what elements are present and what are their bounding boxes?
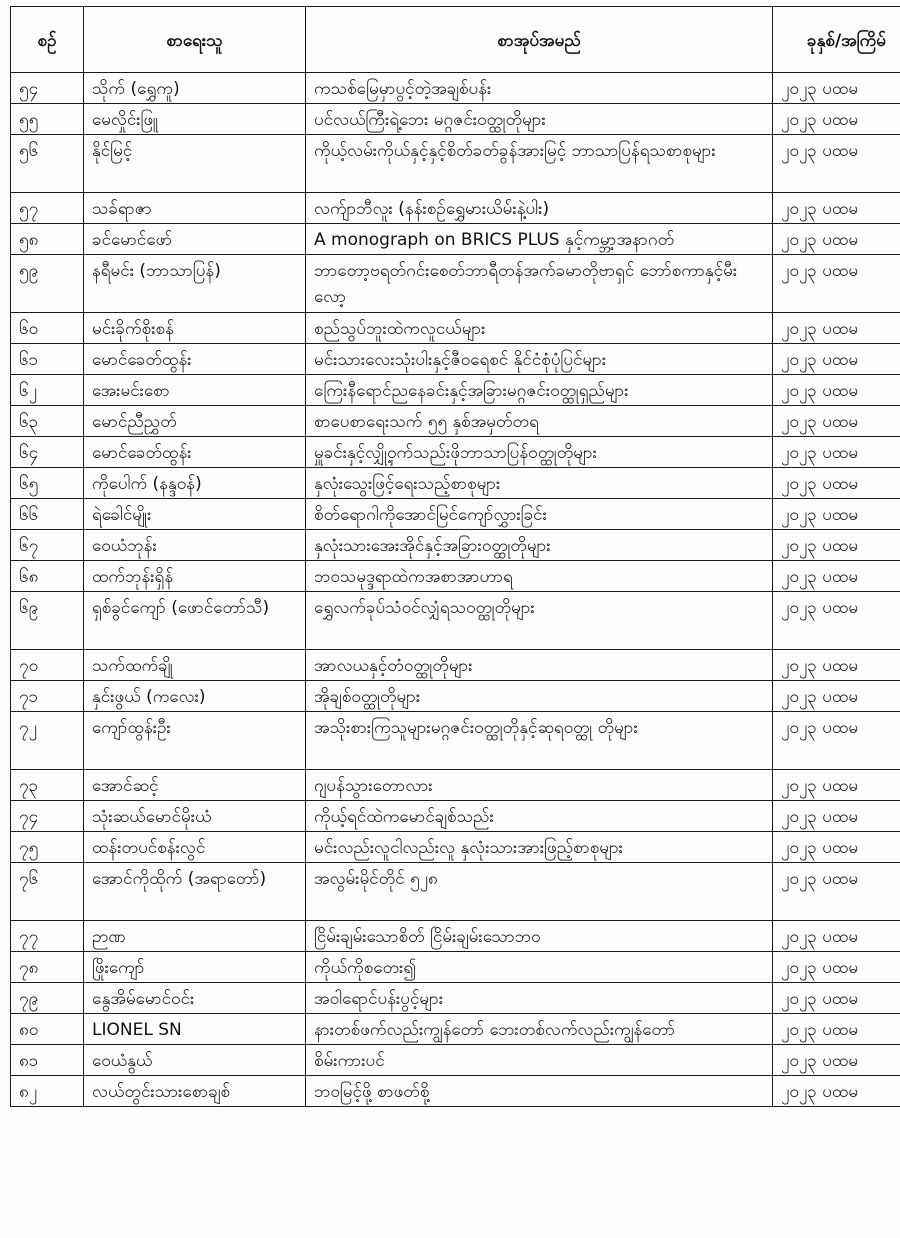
row-edition: ၂၀၂၃ ပထမ [773,313,900,344]
table-row [11,712,900,770]
row-edition: ၂၀၂၃ ပထမ [773,681,900,712]
table-row [11,1076,900,1107]
row-author: ဝေယံဘုန်း [84,530,306,561]
row-number: ၇၇ [11,921,84,952]
table-row [11,1045,900,1076]
row-title: ငြိမ်းချမ်းသောစိတ် ငြိမ်းချမ်းသောဘဝ [306,921,773,952]
row-author: ထက်ဘုန်းရှိန် [84,561,306,592]
row-author: LIONEL SN [84,1014,306,1045]
row-number: ၆၆ [11,499,84,530]
table-row [11,801,900,832]
table-row [11,344,900,375]
header-row [11,7,900,73]
row-title: နားတစ်ဖက်လည်းကျွန်တော် ဘေးတစ်လက်လည်းကျွန်တော် [306,1014,773,1045]
row-number: ၅၆ [11,135,84,193]
row-author: နိုင်မြင့် [84,135,306,193]
table-row [11,375,900,406]
row-title: အိုချစ်ဝတ္ထုတိုများ [306,681,773,712]
header-edition: ခုနှစ်/အကြိမ် [773,7,900,73]
table-row [11,135,900,193]
row-number: ၇၂ [11,712,84,770]
row-edition: ၂၀၂၃ ပထမ [773,344,900,375]
row-edition: ၂၀၂၃ ပထမ [773,255,900,313]
row-number: ၇၁ [11,681,84,712]
row-number: ၆၄ [11,437,84,468]
row-title: ဘာတော့ဗရတ်ဂင်းစေတ်ဘာရီတန်အက်ခမာတိုဗာရှင် ဘော်စကာနှင့်မီးလော့ [306,255,773,313]
row-number: ၅၅ [11,104,84,135]
header-number: စဉ် [11,7,84,73]
row-number: ၆၈ [11,561,84,592]
table-row [11,681,900,712]
row-edition: ၂၀၂၃ ပထမ [773,983,900,1014]
row-author: သက်ထက်ချို [84,650,306,681]
row-author: မောင်ခေတ်ထွန်း [84,437,306,468]
row-title: နှလုံးသားအေးအိုင်နှင့်အခြားဝတ္ထုတိုများ [306,530,773,561]
row-author: မေလှိုင်းဖြူ [84,104,306,135]
table-row [11,770,900,801]
row-title: ဂျပန်သွားတောလား [306,770,773,801]
table-body [11,73,900,1107]
row-title: စိတ်ရောဂါကိုအောင်မြင်ကျော်လွှားခြင်း [306,499,773,530]
row-title: စိမ်းကားပင် [306,1045,773,1076]
table-row [11,104,900,135]
table-row [11,561,900,592]
row-edition: ၂၀၂၃ ပထမ [773,561,900,592]
row-edition: ၂၀၂၃ ပထမ [773,863,900,921]
row-edition: ၂၀၂၃ ပထမ [773,1045,900,1076]
table-row [11,437,900,468]
table-row [11,832,900,863]
table-row [11,983,900,1014]
row-number: ၇၉ [11,983,84,1014]
row-author: ခင်မောင်ဖော် [84,224,306,255]
table-row [11,952,900,983]
row-author: သိုက် (ရွှေကူ) [84,73,306,104]
row-edition: ၂၀၂၃ ပထမ [773,712,900,770]
table-row [11,406,900,437]
book-list-table [10,6,900,1107]
row-title: စာပေစာရေးသက် ၅၅ နှစ်အမှတ်တရ [306,406,773,437]
row-title: လက်ျာဘီလူး (နန်းစဉ်ရွှေမားယိမ်းနဲ့ပါး) [306,193,773,224]
row-author: နှင်းဖွယ် (ကလေး) [84,681,306,712]
table-row [11,530,900,561]
row-number: ၆၇ [11,530,84,561]
row-number: ၆၁ [11,344,84,375]
header-title: စာအုပ်အမည် [306,7,773,73]
row-author: သခ်ရာဇာ [84,193,306,224]
row-author: မင်းခိုက်စိုးစန် [84,313,306,344]
row-number: ၈၀ [11,1014,84,1045]
row-author: အေးမင်းစော [84,375,306,406]
table-row [11,193,900,224]
row-title: ကိုယ့်ရင်ထဲကမောင်ချစ်သည်း [306,801,773,832]
row-number: ၆၃ [11,406,84,437]
row-edition: ၂၀၂၃ ပထမ [773,592,900,650]
table-row [11,1014,900,1045]
row-title: မင်းသားလေးသုံးပါးနှင့်ဇီဝရေစင် နိုင်ငံစုံပုံပြင်များ [306,344,773,375]
row-number: ၆၀ [11,313,84,344]
row-title: မှူခင်းနှင့်လျှို့ဝှက်သည်းဖိုဘာသာပြန်ဝတ္ထုတိုများ [306,437,773,468]
header-author: စာရေးသူ [84,7,306,73]
row-edition: ၂၀၂၃ ပထမ [773,770,900,801]
row-author: ထန်းတပင်စန်းလွင် [84,832,306,863]
table-row [11,863,900,921]
row-edition: ၂၀၂၃ ပထမ [773,224,900,255]
table-row [11,224,900,255]
row-number: ၅၈ [11,224,84,255]
row-number: ၇၆ [11,863,84,921]
row-author: ရဲခေါင်မျိုး [84,499,306,530]
row-edition: ၂၀၂၃ ပထမ [773,952,900,983]
row-title: အဝါရောင်ပန်းပွင့်များ [306,983,773,1014]
row-edition: ၂၀၂၃ ပထမ [773,135,900,193]
row-number: ၆၅ [11,468,84,499]
row-author: ကျော်ထွန်းဦး [84,712,306,770]
row-number: ၈၁ [11,1045,84,1076]
row-title: မင်းလည်းလူငါလည်းလူ နှလုံးသားအားဖြည့်စာစုများ [306,832,773,863]
row-edition: ၂၀၂၃ ပထမ [773,468,900,499]
row-title: A monograph on BRICS PLUS နှင့်ကမ္ဘာ့အနာဂတ် [306,224,773,255]
row-edition: ၂၀၂၃ ပထမ [773,73,900,104]
row-number: ၇၄ [11,801,84,832]
row-edition: ၂၀၂၃ ပထမ [773,437,900,468]
row-author: ရှစ်ခွင်ကျော် (ဖောင်တော်သီ) [84,592,306,650]
row-title: ကြေးနီရောင်ညနေခင်းနှင့်အခြားမဂ္ဂဇင်းဝတ္ထုရှည်များ [306,375,773,406]
row-author: နရီမင်း (ဘာသာပြန်) [84,255,306,313]
row-author: အောင်ဆင့် [84,770,306,801]
table-row [11,592,900,650]
row-edition: ၂၀၂၃ ပထမ [773,104,900,135]
row-edition: ၂၀၂၃ ပထမ [773,1076,900,1107]
row-number: ၅၄ [11,73,84,104]
row-number: ၇၀ [11,650,84,681]
row-number: ၆၂ [11,375,84,406]
row-title: အာလယနှင့်တံဝတ္ထုတိုများ [306,650,773,681]
row-author: အောင်ကိုထိုက် (အရာတော်) [84,863,306,921]
row-edition: ၂၀၂၃ ပထမ [773,832,900,863]
row-title: အသိုးစားကြသူများမဂ္ဂဇင်းဝတ္ထုတိုနှင့်ဆုရဝတ္ထု တိုများ [306,712,773,770]
row-title: ဘဝမြင့်ဖို့ စာဖတ်စို့ [306,1076,773,1107]
row-author: လယ်တွင်းသားစောချစ် [84,1076,306,1107]
row-author: နွေအိမ်မောင်ဝင်း [84,983,306,1014]
row-edition: ၂၀၂၃ ပထမ [773,801,900,832]
row-title: နှလုံးသွေးဖြင့်ရေးသည့်စာစုများ [306,468,773,499]
row-edition: ၂၀၂၃ ပထမ [773,530,900,561]
row-author: ဉာဏ [84,921,306,952]
row-edition: ၂၀၂၃ ပထမ [773,650,900,681]
row-author: သုံးဆယ်မောင်မိုးယံ [84,801,306,832]
row-title: စည်သွပ်ဘူးထဲကလူငယ်များ [306,313,773,344]
row-author: ဝေယံနွယ် [84,1045,306,1076]
row-author: ကိုပေါက် (နန္ဒဝန်) [84,468,306,499]
row-title: ပင်လယ်ကြီးရဲ့ဘေး မဂ္ဂဇင်းဝတ္ထုတိုများ [306,104,773,135]
row-title: ကိုယ်ကိုစတေး၍ [306,952,773,983]
row-edition: ၂၀၂၃ ပထမ [773,1014,900,1045]
row-edition: ၂၀၂၃ ပထမ [773,406,900,437]
row-number: ၈၂ [11,1076,84,1107]
row-author: မောင်ခေတ်ထွန်း [84,344,306,375]
row-number: ၇၅ [11,832,84,863]
row-title: ကသစ်မြေမှာပွင့်တဲ့အချစ်ပန်း [306,73,773,104]
row-number: ၅၇ [11,193,84,224]
table-row [11,313,900,344]
table-row [11,73,900,104]
row-author: ဖြိုးကျော် [84,952,306,983]
table-row [11,650,900,681]
row-edition: ၂၀၂၃ ပထမ [773,193,900,224]
row-author: မောင်ညီညွှတ် [84,406,306,437]
row-edition: ၂၀၂၃ ပထမ [773,921,900,952]
table-row [11,468,900,499]
table-row [11,921,900,952]
row-number: ၅၉ [11,255,84,313]
row-title: အလွမ်းမိုင်တိုင် ၅၂၈ [306,863,773,921]
row-title: ရွှေလက်ခုပ်သံဝင်လျှံရသဝတ္ထုတိုများ [306,592,773,650]
row-title: ကိုယ့်လမ်းကိုယ်နှင့်နှင့်စိတ်ခတ်ခွန်အားမြင့် ဘာသာပြန်ရသစာစုများ [306,135,773,193]
row-number: ၇၈ [11,952,84,983]
table-row [11,499,900,530]
row-title: ဘဝသမုဒ္ဒရာထဲကအစာအာဟာရ [306,561,773,592]
table-row [11,255,900,313]
row-edition: ၂၀၂၃ ပထမ [773,375,900,406]
row-number: ၇၃ [11,770,84,801]
row-number: ၆၉ [11,592,84,650]
row-edition: ၂၀၂၃ ပထမ [773,499,900,530]
